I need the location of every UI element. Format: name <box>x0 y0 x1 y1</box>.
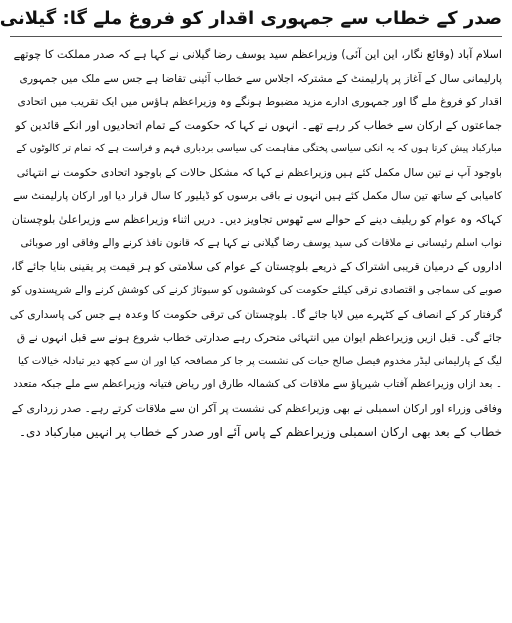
article-line: پارلیمانی سال کے آغاز پر پارلیمنٹ کے مشترکہ اجلاس سے خطاب آئینی تقاضا ہے جس سے ملک میں جمہوری <box>19 71 502 85</box>
article-line: خطاب کے بعد بھی ارکان اسمبلی وزیراعظم کے پاس آئے اور صدر کے خطاب پر انہیں مبارکباد دی۔ <box>19 424 502 439</box>
article-line: مبارکباد پیش کرتا ہوں کہ یہ انکی سیاسی پختگی مفاہمت کی سیاسی بردباری فہم و فراست ہے کہ تمام تر کالوٹوں کے <box>16 143 502 155</box>
article-line: لیگ کے پارلیمانی لیڈر مخدوم فیصل صالح حیات کی نشست پر جا کر مصافحہ کیا اور ان سے کچھ دیر تبادلہ خیالات کیا <box>18 355 502 367</box>
article-line: کامیابی کے ساتھ تین سال مکمل کئے ہیں انہوں نے باقی برسوں کو ڈیلیور کا سال قرار دیا اور ارکان پارلیمنٹ سے <box>13 189 502 202</box>
article-line: وفاقی وزراء اور ارکان اسمبلی نے بھی وزیراعظم کی نشست پر آکر ان سے ملاقات کرتے رہے۔ صدر زرداری کے <box>11 401 502 415</box>
article-line: ۔ بعد ازاں وزیراعظم آفتاب شیرپاؤ سے ملاقات کی کشمالہ طارق اور ریاض فتیانہ وزیراعظم سے ملے جبکہ متعدد <box>13 378 502 391</box>
article-line: صوبے کی سماجی و اقتصادی ترقی کیلئے حکومت کی کوششوں کو سبوتاژ کرنے کی کوشش کرنے والے شرپسندوں کو <box>11 284 502 296</box>
article-line: کہاکہ وہ عوام کو ریلیف دینے کے حوالے سے ٹھوس تجاویز دیں۔ دریں اثناء وزیراعظم سے وزیراعلیٰ بلوچستان <box>11 213 502 227</box>
article-line: باوجود آپ نے تین سال مکمل کئے ہیں وزیراعظم نے کہا کہ مشکل حالات کے باوجود اتحادی حکومت نے انتہائی <box>16 165 502 179</box>
headline-divider <box>10 36 502 37</box>
article-body <box>10 43 502 444</box>
article-line: گرفتار کر کے انصاف کے کٹہرے میں لایا جائے گا۔ بلوچستان کی ترقی حکومت کا وعدہ ہے جس کی پاسداری کی <box>10 307 502 321</box>
article-line: اسلام آباد (وقائع نگار، این این آئی) وزیراعظم سید یوسف رضا گیلانی نے کہا ہے کہ صدر مملکت کا چوتھے <box>13 48 502 61</box>
article-line: جائے گی۔ قبل ازیں وزیراعظم ایوان میں انتہائی متحرک رہے صدارتی خطاب شروع ہونے سے قبل انہوں نے ق <box>16 331 502 345</box>
article-line: اداروں کے درمیان قریبی اشتراک کے ذریعے بلوچستان کے عوام کی سلامتی کو ہر قیمت پر یقینی بنایا جائے گا، <box>11 260 502 274</box>
article-line: جماعتوں کے ارکان سے خطاب کر رہے تھے۔ انہوں نے کہا کہ حکومت کے تمام اتحادیوں اور انکے قائدین کو <box>15 118 502 132</box>
article-line: نواب اسلم رئیسانی نے ملاقات کی سید یوسف رضا گیلانی نے کہا ہے کہ قانون نافذ کرنے والے وفاقی اور صوبائی <box>20 236 502 249</box>
article-headline: صدر کے خطاب سے جمہوری اقدار کو فروغ ملے گا: گیلانی <box>0 8 502 29</box>
article-line: اقدار کو فروغ ملے گا اور جمہوری ادارے مزید مضبوط ہونگے وہ وزیراعظم ہاؤس میں ایک تقریب میں اتحادی <box>17 95 502 109</box>
